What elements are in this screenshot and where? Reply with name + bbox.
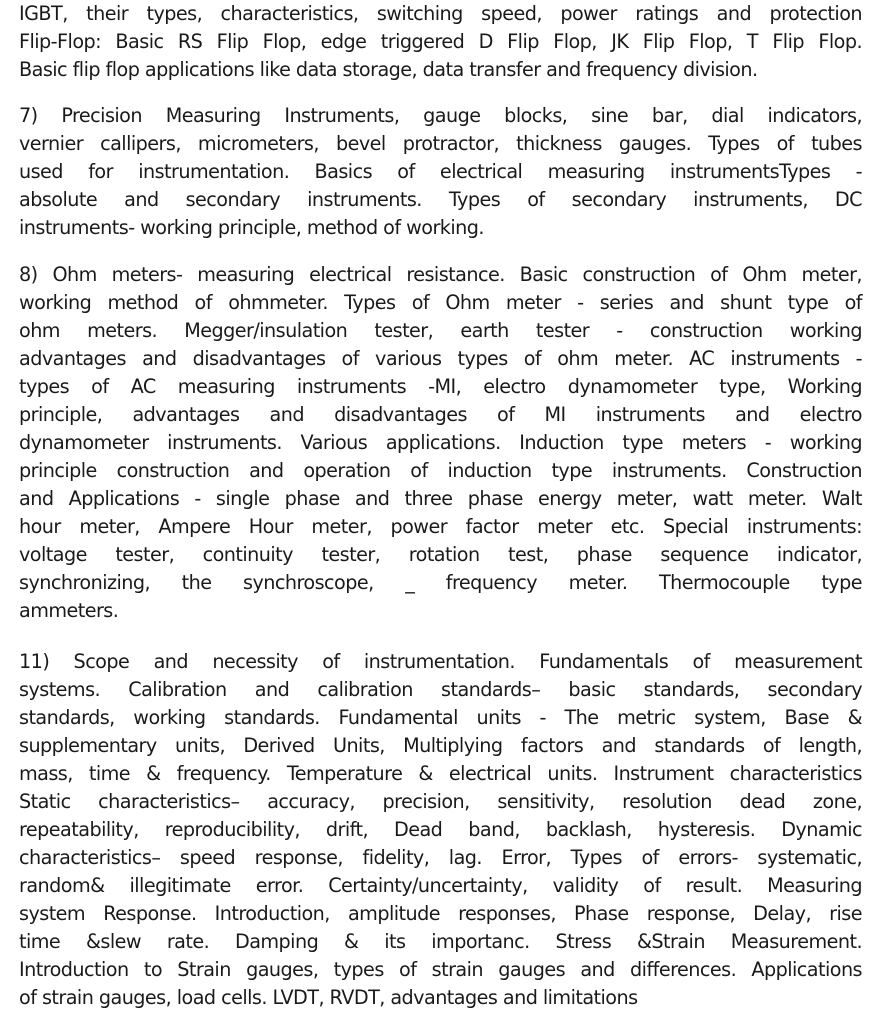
text-line: random& illegitimate error. Certainty/uncertainty, validity of result. Measuring [19, 874, 862, 897]
text-line: principle, advantages and disadvantages of MI instruments and electro [19, 403, 862, 426]
text-line: IGBT, their types, characteristics, switching speed, power ratings and protection [19, 2, 862, 25]
text-line: mass, time & frequency. Temperature & electrical units. Instrument characteristics [19, 762, 862, 785]
text-line: characteristics– speed response, fidelity, lag. Error, Types of errors- systematic, [19, 846, 862, 869]
text-line: 7) Precision Measuring Instruments, gauge blocks, sine bar, dial indicators, [19, 104, 862, 127]
text-line: principle construction and operation of induction type instruments. Construction [19, 459, 862, 482]
text-line: working method of ohmmeter. Types of Ohm meter - series and shunt type of [19, 291, 862, 314]
text-line: dynamometer instruments. Various applications. Induction type meters - working [19, 431, 862, 454]
text-line: of strain gauges, load cells. LVDT, RVDT, advantages and limitations [19, 986, 638, 1009]
paragraph-8-ohm-meters [19, 261, 862, 625]
text-line: 11) Scope and necessity of instrumentation. Fundamentals of measurement [19, 650, 862, 673]
text-line: Static characteristics– accuracy, precision, sensitivity, resolution dead zone, [19, 790, 862, 813]
text-line: 8) Ohm meters- measuring electrical resistance. Basic construction of Ohm meter, [19, 263, 862, 286]
text-line: synchronizing, the synchroscope, _ frequency meter. Thermocouple type [19, 571, 862, 594]
text-line: instruments- working principle, method of working. [19, 216, 484, 239]
text-line: supplementary units, Derived Units, Multiplying factors and standards of length, [19, 734, 862, 757]
text-line: Flip-Flop: Basic RS Flip Flop, edge triggered D Flip Flop, JK Flip Flop, T Flip Flop. [19, 30, 862, 53]
text-line: Basic flip flop applications like data storage, data transfer and frequency division. [19, 58, 758, 81]
text-line: Introduction to Strain gauges, types of strain gauges and differences. Applications [19, 958, 862, 981]
text-line: systems. Calibration and calibration standards– basic standards, secondary [19, 678, 862, 701]
text-line: voltage tester, continuity tester, rotation test, phase sequence indicator, [19, 543, 862, 566]
text-line: ammeters. [19, 599, 119, 622]
text-line: hour meter, Ampere Hour meter, power factor meter etc. Special instruments: [19, 515, 862, 538]
paragraph-7-precision-instruments [19, 102, 862, 242]
text-line: absolute and secondary instruments. Types of secondary instruments, DC [19, 188, 862, 211]
paragraph-igbt-flipflop [19, 0, 862, 84]
text-line: used for instrumentation. Basics of electrical measuring instrumentsTypes - [19, 160, 862, 183]
text-line: ohm meters. Megger/insulation tester, earth tester - construction working [19, 319, 862, 342]
text-line: and Applications - single phase and three phase energy meter, watt meter. Walt [19, 487, 862, 510]
text-line: standards, working standards. Fundamental units - The metric system, Base & [19, 706, 862, 729]
text-line: types of AC measuring instruments -MI, electro dynamometer type, Working [19, 375, 862, 398]
text-line: vernier callipers, micrometers, bevel protractor, thickness gauges. Types of tubes [19, 132, 862, 155]
text-line: advantages and disadvantages of various types of ohm meter. AC instruments - [19, 347, 862, 370]
text-line: repeatability, reproducibility, drift, Dead band, backlash, hysteresis. Dynamic [19, 818, 862, 841]
text-line: system Response. Introduction, amplitude responses, Phase response, Delay, rise [19, 902, 862, 925]
text-line: time &slew rate. Damping & its importanc. Stress &Strain Measurement. [19, 930, 862, 953]
paragraph-11-instrumentation [19, 648, 862, 1012]
